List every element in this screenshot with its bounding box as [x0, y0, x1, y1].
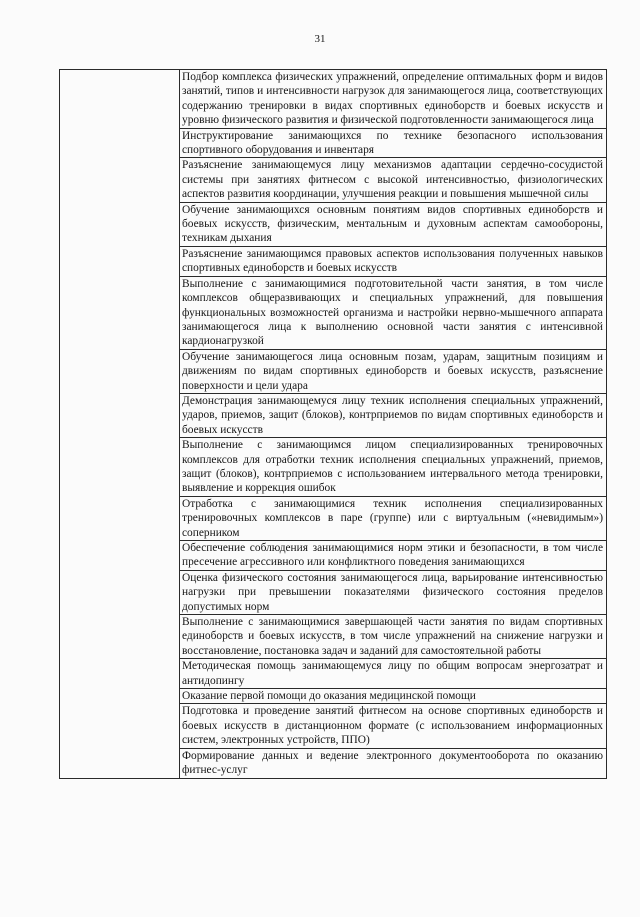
labor-action-cell: Инструктирование занимающихся по технике безопасного использования спортивного оборудования и инвентаря — [180, 128, 607, 158]
labor-action-cell: Методическая помощь занимающемуся лицу по общим вопросам энергозатрат и антидопингу — [180, 659, 607, 689]
labor-action-cell: Выполнение с занимающимися завершающей части занятия по видам спортивных единоборств и боевых искусств, в том числе упражнений на снижение нагрузки и восстановление, постановка задач и заданий для самостоятельной работы — [180, 615, 607, 659]
labor-actions-table — [59, 69, 607, 779]
table-row — [60, 70, 607, 129]
labor-action-cell: Выполнение с занимающимися подготовительной части занятия, в том числе комплексов общеразвивающих и специальных упражнений, для повышения функциональных возможностей организма и настройки нервно-мышечного аппарата занимающегося лица к выполнению основной части занятия с интенсивной кардионагрузкой — [180, 276, 607, 349]
labor-action-cell: Формирование данных и ведение электронного документооборота по оказанию фитнес-услуг — [180, 748, 607, 778]
labor-action-cell: Обеспечение соблюдения занимающимися норм этики и безопасности, в том числе пресечение агрессивного или конфликтного поведения занимающихся — [180, 541, 607, 571]
labor-action-cell: Оказание первой помощи до оказания медицинской помощи — [180, 689, 607, 704]
labor-action-cell: Подготовка и проведение занятий фитнесом на основе спортивных единоборств и боевых искусств в дистанционном формате (с использованием информационных систем, электронных устройств, ППО) — [180, 704, 607, 748]
labor-action-cell: Оценка физического состояния занимающегося лица, варьирование интенсивностью нагрузки при превышении показателями физического состояния пределов допустимых норм — [180, 570, 607, 614]
table-body — [60, 70, 607, 779]
labor-action-cell: Обучение занимающегося лица основным позам, ударам, защитным позициям и движениям по видам спортивных единоборств и боевых искусств, разъяснение поверхности и цели удара — [180, 349, 607, 393]
labor-action-cell: Демонстрация занимающемуся лицу техник исполнения специальных упражнений, ударов, приемов, защит (блоков), контрприемов по видам спортивных единоборств и боевых искусств — [180, 393, 607, 437]
labor-action-cell: Разъяснение занимающемуся лицу механизмов адаптации сердечно-сосудистой системы при занятиях фитнесом с высокой интенсивностью, физиологических аспектов развития координации, улучшения реакции и повышения мышечной силы — [180, 158, 607, 202]
labor-action-cell: Отработка с занимающимися техник исполнения специализированных тренировочных комплексов в паре (группе) или с виртуальным («невидимым») соперником — [180, 496, 607, 540]
labor-action-cell: Выполнение с занимающимся лицом специализированных тренировочных комплексов для отработки техник исполнения специальных упражнений, приемов, защит (блоков), контрприемов с использованием интервального метода тренировки, выявление и коррекция ошибок — [180, 438, 607, 497]
row-label-cell — [60, 70, 180, 779]
page-number: 31 — [314, 33, 326, 45]
labor-action-cell: Разъяснение занимающимся правовых аспектов использования полученных навыков спортивных единоборств и боевых искусств — [180, 246, 607, 276]
labor-action-cell: Обучение занимающихся основным понятиям видов спортивных единоборств и боевых искусств, физическим, ментальным и духовным аспектам самообороны, техникам дыхания — [180, 202, 607, 246]
labor-action-cell: Подбор комплекса физических упражнений, определение оптимальных форм и видов занятий, типов и интенсивности нагрузок для занимающегося лица, соответствующих содержанию тренировки в видах спортивных единоборств и боевых искусств и уровню физического развития и физической подготовленности занимающегося лица — [180, 70, 607, 129]
